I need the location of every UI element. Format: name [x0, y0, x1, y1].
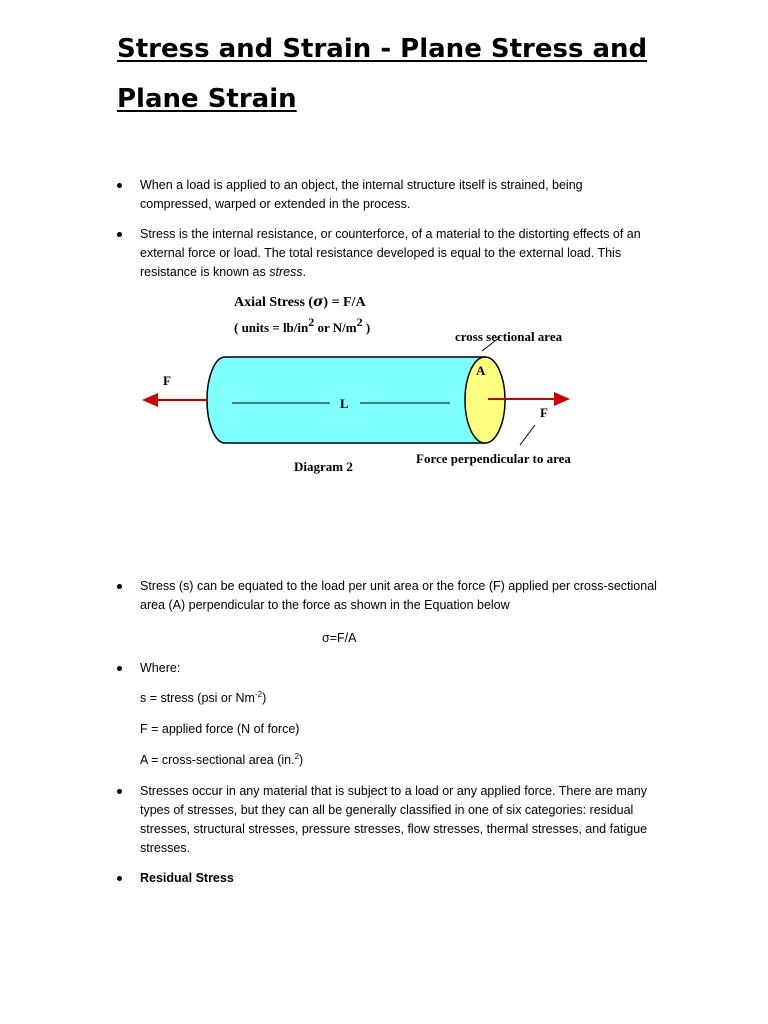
stress-equation: σ=F/A	[322, 631, 357, 645]
bullet-text-line: Stress is the internal resistance, or counterforce, of a material to the distorting effects of an	[140, 227, 641, 241]
bullet-dot	[117, 183, 122, 188]
definition-stress: s = stress (psi or $Nm^{-2}$)	[140, 689, 267, 705]
axial-stress-diagram	[130, 285, 630, 485]
formula-text: Axial Stress (σ) = F/A	[234, 294, 366, 310]
bullet-text-line: types of stresses, but they can all be generally classified in one of six categories: residual	[140, 803, 634, 817]
bullet-dot	[117, 232, 122, 237]
definition-area: A = cross-sectional area (in.$^2$)	[140, 751, 304, 767]
bullet-text-line: stresses, structural stresses, pressure stresses, flow stresses, thermal stresses, and fatigue	[140, 822, 648, 836]
right-arrowhead-icon	[554, 392, 570, 406]
perpendicular-label: Force perpendicular to area	[416, 451, 571, 466]
title-line-2: Plane Strain	[117, 84, 297, 114]
perpendicular-leader	[520, 425, 535, 445]
bullet-text-line: When a load is applied to an object, the internal structure itself is strained, being	[140, 178, 583, 192]
units-text: ( units = lb/in2 or N/m2 )	[234, 315, 371, 335]
residual-stress-heading: Residual Stress	[140, 871, 234, 885]
bullet-text-line: stresses.	[140, 841, 191, 855]
bullet-text-line: Stresses occur in any material that is subject to a load or any applied force. There are many	[140, 784, 647, 798]
bullet-text-line: Stress (s) can be equated to the load per unit area or the force (F) applied per cross-sectional	[140, 579, 657, 593]
area-label: A	[476, 363, 486, 378]
definition-force: F = applied force (N of force)	[140, 722, 300, 736]
text-fragment: .	[302, 265, 307, 279]
page-title	[117, 24, 677, 124]
title-line-1: Stress and Strain - Plane Stress and	[117, 34, 648, 64]
bullet-dot	[117, 789, 122, 794]
bullet-text-line	[140, 263, 680, 282]
bullet-dot	[117, 584, 122, 589]
bullet-text-line: external force or load. The total resistance developed is equal to the external load. This	[140, 246, 622, 260]
diagram-caption: Diagram 2	[294, 459, 353, 474]
text-fragment: resistance is known as	[140, 265, 270, 279]
right-force-label: F	[540, 405, 548, 420]
cross-section-label: cross sectional area	[455, 329, 563, 344]
bullet-dot	[117, 876, 122, 881]
length-label: L	[340, 396, 349, 411]
bullet-text-line: area (A) perpendicular to the force as shown in the Equation below	[140, 598, 510, 612]
left-force-label: F	[163, 373, 171, 388]
where-label: Where:	[140, 661, 181, 675]
bullet-text-line: compressed, warped or extended in the process.	[140, 197, 411, 211]
emphasis-stress: stress	[269, 265, 303, 279]
bullet-dot	[117, 666, 122, 671]
left-arrowhead-icon	[142, 393, 158, 407]
